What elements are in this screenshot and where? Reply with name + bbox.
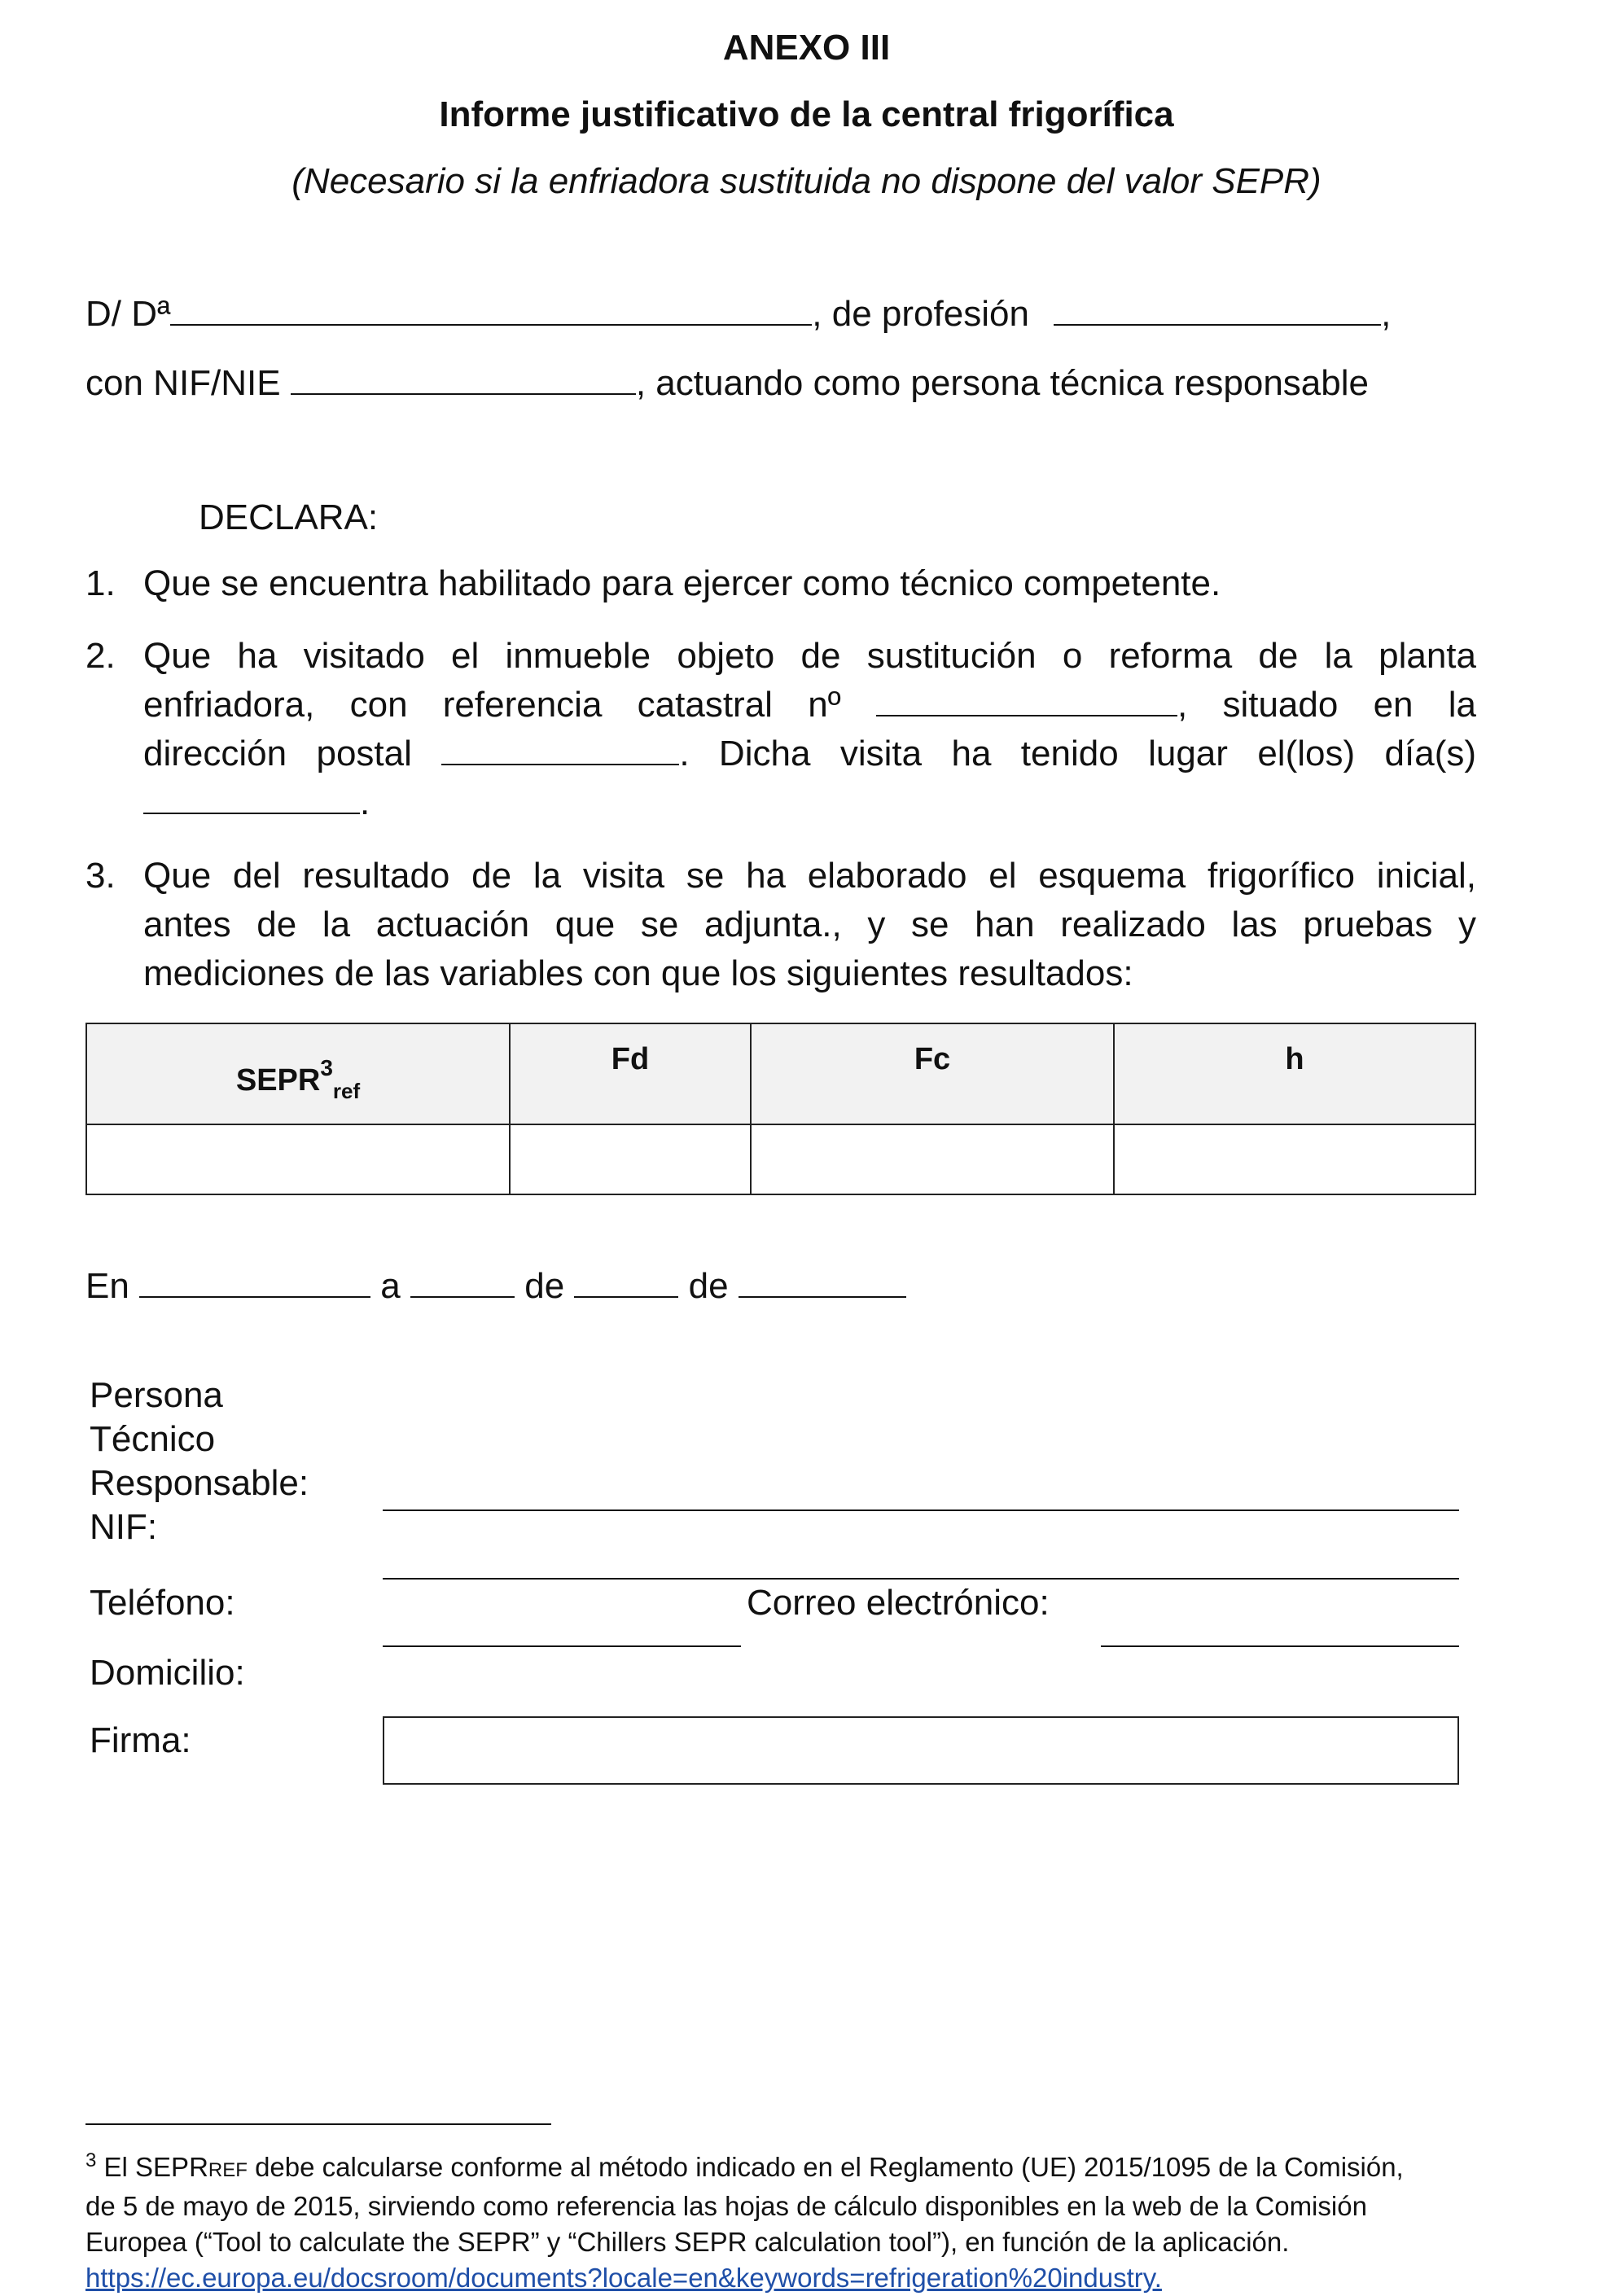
tecnico-label: Técnico [90,1419,216,1459]
annex-title: ANEXO III [722,28,891,68]
day-blank[interactable] [410,1268,515,1298]
visit-date-blank[interactable] [143,785,360,814]
declara-heading: DECLARA: [199,497,379,537]
correo-label: Correo electrónico: [747,1583,1050,1623]
footnote-text-1a: El SEPR [96,2152,208,2182]
a-label: a [380,1266,401,1306]
intro-line-1 [85,290,1476,339]
period: . [360,782,370,822]
table-row [86,1124,1475,1194]
place-date-line [85,1262,906,1311]
telefono-label: Teléfono: [90,1583,235,1623]
comma: , [1381,294,1392,334]
persona-label: Persona [90,1375,223,1415]
ref-subscript: ref [332,1079,361,1103]
role-text: , actuando como persona técnica responsable [635,363,1369,403]
item-3-line-2: antes de la actuación que se adjunta., y se han realizado las pruebas y [143,905,1476,944]
item-3-number: 3. [85,856,116,896]
visit-label: . Dicha visita ha tenido lugar el(los) día(s) [679,734,1476,773]
footnote [85,2143,1486,2296]
item-1-text: Que se encuentra habilitado para ejercer como técnico competente. [143,563,1221,603]
item-3-line-1: Que del resultado de la visita se ha elaborado el esquema frigorífico inicial, [143,856,1476,896]
year-blank[interactable] [739,1268,906,1298]
header-fc: Fc [751,1023,1114,1124]
item-1-number: 1. [85,563,116,603]
table-header-row [86,1023,1475,1124]
results-table [85,1023,1476,1195]
item-2-line-2 [143,681,1476,730]
footnote-line-3: Europea (“Tool to calculate the SEPR” y “Chillers SEPR calculation tool”), en función de la aplicación. [85,2227,1290,2257]
profession-blank[interactable] [1054,296,1381,326]
responsable-label: Responsable: [90,1463,309,1503]
footnote-link[interactable]: https://ec.europa.eu/docsroom/documents?locale=en&keywords=refrigeration%20industry. [85,2263,1162,2293]
sepr-ref-cell[interactable] [86,1124,510,1194]
intro-d-da-label: D/ Dª [85,294,171,334]
fd-cell[interactable] [510,1124,751,1194]
postal-blank[interactable] [441,736,679,765]
de-label-2: de [688,1266,729,1306]
h-cell[interactable] [1114,1124,1475,1194]
header-h: h [1114,1023,1475,1124]
footnote-separator [85,2123,551,2125]
correo-line[interactable] [1101,1645,1459,1647]
footnote-line-2: de 5 de mayo de 2015, sirviendo como referencia las hojas de cálculo disponibles en la web de la Comisión [85,2191,1367,2221]
nif-signature-label: NIF: [90,1507,158,1547]
document-title: Informe justificativo de la central frigorífica [439,94,1174,134]
item-2-line-1: Que ha visitado el inmueble objeto de sustitución o reforma de la planta [143,636,1476,676]
telefono-line[interactable] [383,1645,741,1647]
de-label-1: de [524,1266,565,1306]
nif-blank[interactable] [291,366,636,395]
intro-line-2 [85,359,1476,408]
header-fd: Fd [510,1023,751,1124]
item-2-number: 2. [85,636,116,676]
name-blank[interactable] [170,296,812,326]
item-2-line-4 [143,778,370,827]
cadastral-label: enfriadora, con referencia catastral nº [143,685,841,725]
profession-label: , de profesión [812,294,1029,334]
signature-box[interactable] [383,1716,1459,1785]
firma-label: Firma: [90,1720,191,1760]
en-label: En [85,1266,129,1306]
header-sepr-ref [86,1023,510,1124]
item-3-line-3: mediciones de las variables con que los siguientes resultados: [143,953,1133,993]
responsable-line[interactable] [383,1509,1459,1511]
domicilio-label: Domicilio: [90,1653,245,1693]
item-2-line-3 [143,730,1476,778]
postal-label: dirección postal [143,734,412,773]
footnote-mark: 3 [85,2149,97,2171]
footnote-ref-subscript: REF [208,2159,248,2181]
fc-cell[interactable] [751,1124,1114,1194]
nif-label: con NIF/NIE [85,363,281,403]
sepr-label: SEPR [235,1063,321,1098]
document-subtitle: (Necesario si la enfriadora sustituida no dispone del valor SEPR) [291,161,1322,201]
footnote-text-1b: debe calcularse conforme al método indicado en el Reglamento (UE) 2015/1095 de la Comisión, [247,2152,1404,2182]
month-blank[interactable] [574,1268,678,1298]
nif-line[interactable] [383,1578,1459,1580]
footnote-ref[interactable]: 3 [320,1055,333,1080]
cadastral-blank[interactable] [876,687,1177,716]
located-label: , situado en la [1177,685,1477,725]
place-blank[interactable] [139,1268,370,1298]
footnote-line-1 [85,2143,1486,2189]
